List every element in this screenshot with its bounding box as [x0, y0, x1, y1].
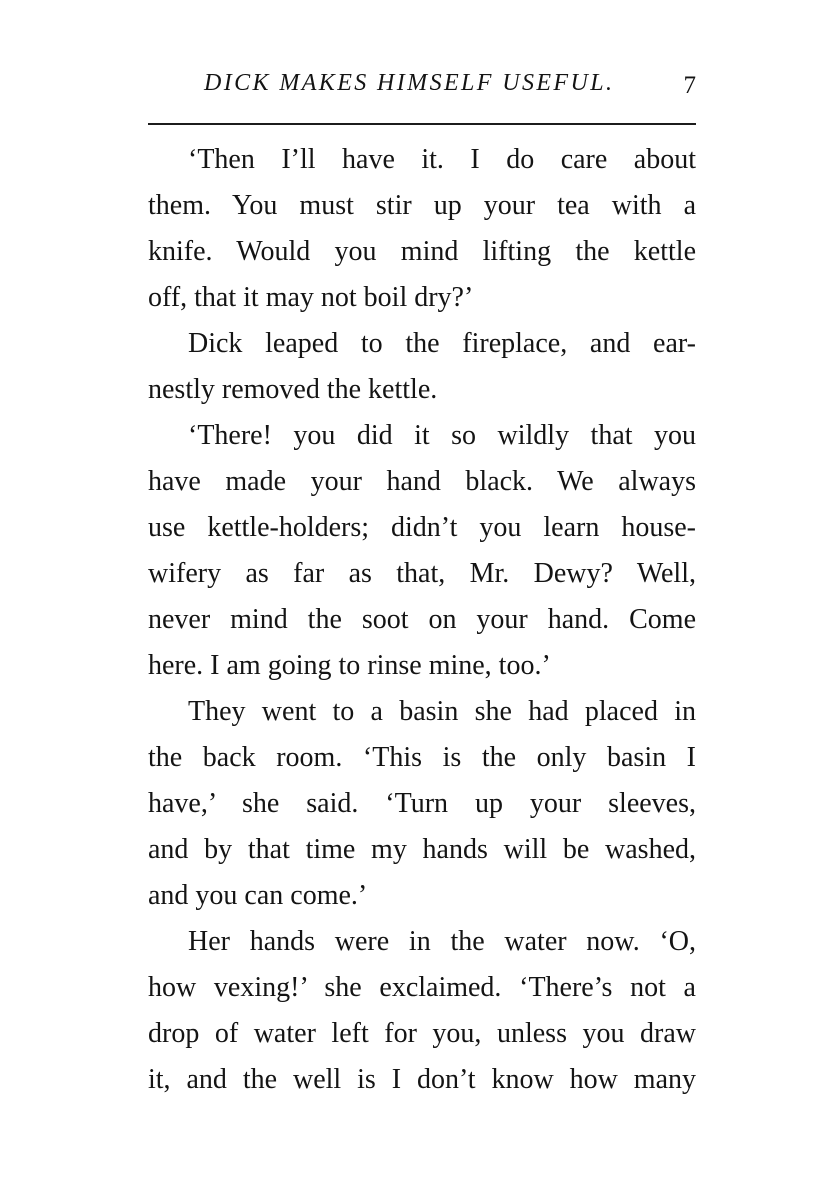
header-rule	[148, 123, 696, 125]
text-line: them. You must stir up your tea with a	[148, 190, 696, 221]
text-line: ‘Then I’ll have it. I do care about	[188, 144, 696, 175]
running-title: DICK MAKES HIMSELF USEFUL.	[204, 70, 615, 96]
text-line: never mind the soot on your hand. Come	[148, 604, 696, 635]
text-line: nestly removed the kettle.	[148, 374, 438, 405]
text-line: wifery as far as that, Mr. Dewy? Well,	[148, 558, 696, 589]
page-header	[148, 70, 696, 110]
text-line: ‘There! you did it so wildly that you	[188, 420, 696, 451]
text-line: have,’ she said. ‘Turn up your sleeves,	[148, 788, 696, 819]
text-line: They went to a basin she had placed in	[188, 696, 696, 727]
text-line: use kettle-holders; didn’t you learn house-	[148, 512, 696, 543]
text-line: the back room. ‘This is the only basin I	[148, 742, 696, 773]
text-line: it, and the well is I don’t know how many	[148, 1064, 696, 1095]
text-line: Dick leaped to the fireplace, and ear-	[188, 328, 696, 359]
text-line: how vexing!’ she exclaimed. ‘There’s not a	[148, 972, 696, 1003]
text-line: and by that time my hands will be washed,	[148, 834, 696, 865]
text-line: off, that it may not boil dry?’	[148, 282, 474, 313]
text-line: and you can come.’	[148, 880, 368, 911]
text-line: here. I am going to rinse mine, too.’	[148, 650, 551, 681]
text-line: have made your hand black. We always	[148, 466, 696, 497]
body-text	[148, 137, 696, 1103]
text-line: Her hands were in the water now. ‘O,	[188, 926, 696, 957]
text-line: knife. Would you mind lifting the kettle	[148, 236, 696, 267]
text-line: drop of water left for you, unless you draw	[148, 1018, 696, 1049]
page-number: 7	[683, 72, 696, 99]
